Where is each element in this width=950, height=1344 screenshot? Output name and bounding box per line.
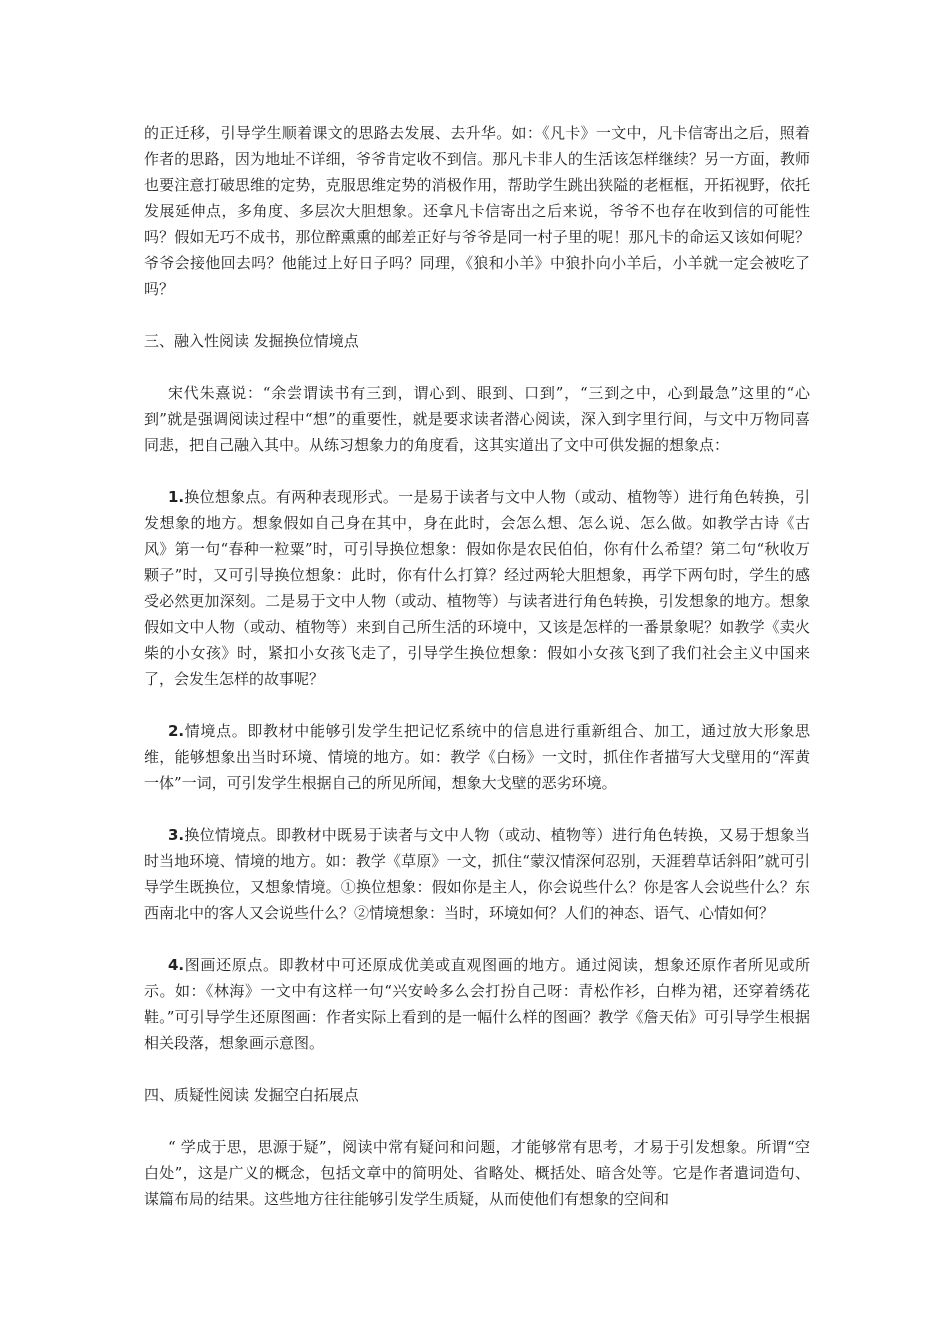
paragraph-gap [144, 354, 810, 380]
paragraph-zhuxi: 宋代朱熹说：“余尝谓读书有三到，谓心到、眼到、口到”，“三到之中，心到最急”这里的“心到”就是强调阅读过程中“想”的重要性，就是要求读者潜心阅读，深入到字里行间，与文中万物同喜同悲，把自己融入其中。从练习想象力的角度看，这其实道出了文中可供发掘的想象点： [144, 384, 810, 454]
section-heading-three: 三、融入性阅读 发掘换位情境点 [144, 332, 359, 350]
list-item-number: 4. [168, 956, 185, 974]
list-item-number: 2. [168, 722, 185, 740]
list-item-text: 图画还原点。即教材中可还原成优美或直观图画的地方。通过阅读，想象还原作者所见或所示。如：《林海》一文中有这样一句“兴安岭多么会打扮自己呀：青松作衫，白桦为裙，还穿着绣花鞋。”可引导学生还原图画：作者实际上看到的是一幅什么样的图画？教学《詹天佑》可引导学生根据相关段落，想象画示意图。 [144, 956, 810, 1052]
list-item-text: 情境点。即教材中能够引发学生把记忆系统中的信息进行重新组合、加工，通过放大形象思维，能够想象出当时环境、情境的地方。如：教学《白杨》一文时，抓住作者描写大戈壁用的“浑黄一体”一词，可引发学生根据自己的所见所闻，想象大戈壁的恶劣环境。 [144, 722, 810, 792]
paragraph-gap [144, 796, 810, 822]
list-item-1 [144, 484, 810, 692]
list-item-number: 3. [168, 826, 185, 844]
paragraph-fanka: 的正迁移，引导学生顺着课文的思路去发展、去升华。如：《凡卡》一文中，凡卡信寄出之后，照着作者的思路，因为地址不详细，爷爷肯定收不到信。那凡卡非人的生活该怎样继续？另一方面，教师也要注意打破思维的定势，克服思维定势的消极作用，帮助学生跳出狭隘的老框框，开拓视野，依托发展延伸点，多角度、多层次大胆想象。还拿凡卡信寄出之后来说，爷爷不也存在收到信的可能性吗？假如无巧不成书，那位醉熏熏的邮差正好与爷爷是同一村子里的呢！那凡卡的命运又该如何呢？爷爷会接他回去吗？他能过上好日子吗？同理，《狼和小羊》中狼扑向小羊后，小羊就一定会被吃了吗？ [144, 124, 810, 298]
list-item-text: 换位情境点。即教材中既易于读者与文中人物（或动、植物等）进行角色转换，又易于想象当时当地环境、情境的地方。如：教学《草原》一文，抓住“蒙汉情深何忍别，天涯碧草话斜阳”就可引导学生既换位，又想象情境。①换位想象：假如你是主人，你会说些什么？你是客人会说些什么？东西南北中的客人又会说些什么？②情境想象：当时，环境如何？人们的神态、语气、心情如何？ [144, 826, 810, 922]
list-item-3 [144, 822, 810, 926]
paragraph-gap [144, 926, 810, 952]
list-item-number: 1. [168, 488, 185, 506]
section-heading-four: 四、质疑性阅读 发掘空白拓展点 [144, 1086, 359, 1104]
list-item-4 [144, 952, 810, 1056]
paragraph-questioning: “ 学成于思，思源于疑”，阅读中常有疑问和问题，才能够常有思考，才易于引发想象。所谓“空白处”，这是广义的概念，包括文章中的简明处、省略处、概括处、暗含处等。它是作者遣词造句、谋篇布局的结果。这些地方往往能够引发学生质疑，从而使他们有想象的空间和 [144, 1138, 810, 1208]
paragraph-gap [144, 458, 810, 484]
document-page [144, 120, 810, 1212]
paragraph-gap [144, 1056, 810, 1082]
list-item-text: 换位想象点。有两种表现形式。一是易于读者与文中人物（或动、植物等）进行角色转换，引发想象的地方。想象假如自己身在其中，身在此时，会怎么想、怎么说、怎么做。如教学古诗《古风》第一句“春种一粒粟”时，可引导换位想象：假如你是农民伯伯，你有什么希望？第二句“秋收万颗子”时，又可引导换位想象：此时，你有什么打算？经过两轮大胆想象，再学下两句时，学生的感受必然更加深刻。二是易于文中人物（或动、植物等）与读者进行角色转换，引发想象的地方。想象假如文中人物（或动、植物等）来到自己所生活的环境中，又该是怎样的一番景象呢？如教学《卖火柴的小女孩》时，紧扣小女孩飞走了，引导学生换位想象：假如小女孩飞到了我们社会主义中国来了，会发生怎样的故事呢？ [144, 488, 810, 688]
list-item-2 [144, 718, 810, 796]
paragraph-gap [144, 692, 810, 718]
paragraph-gap [144, 302, 810, 328]
paragraph-gap [144, 1108, 810, 1134]
